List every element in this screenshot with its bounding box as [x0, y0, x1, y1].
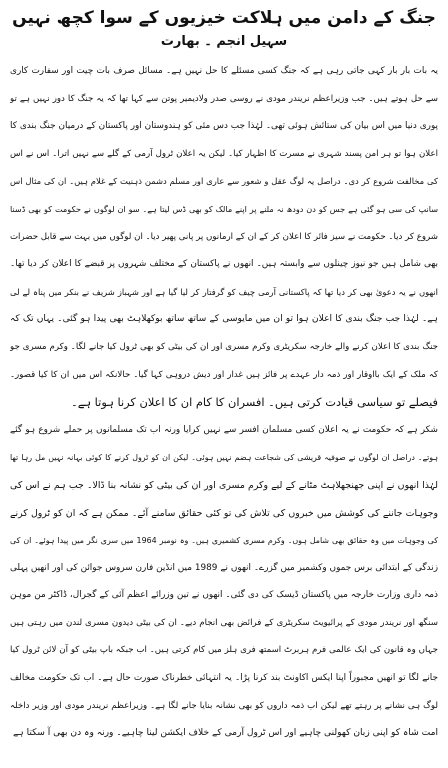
text-line: شروع کر دیا۔ حکومت نے سیز فائر کا اعلان کر کے ان کے ارمانوں پر پانی پھیر دیا۔ ان لوگوں میں بہت سے قابل حضرات	[10, 231, 438, 242]
text-line: جہاں وہ قانون کی ایک عالمی فرم ہربرٹ اسمتھ فری ہلز میں کام کرتی ہیں۔ اب جبکہ باپ بیٹی کو آن لائن ٹرول کیا	[10, 645, 438, 656]
text-line: پوری دنیا میں اس بیان کی ستائش ہوئی تھی۔ لہٰذا جب دس مئی کو ہندوستان اور پاکستان کے درمیان جنگ بندی کا	[10, 121, 438, 132]
paragraph-2	[10, 417, 438, 748]
text-line: شکر ہے کہ حکومت نے یہ اعلان کسی مسلمان افسر سے نہیں کرایا ورنہ اب تک مسلمانوں پر حملے شروع ہو گئے	[10, 424, 438, 435]
text-line: کہ ملک کے ایک بااوقار اور ذمہ دار عہدے پر فائز ہیں غدار اور دیش دروہی کہا گیا۔ حالانکہ اس میں ان کا کیا قصور۔	[10, 369, 438, 380]
text-line: فیصلے تو سیاسی قیادت کرتی ہیں۔ افسران کا کام ان کا اعلان کرنا ہوتا ہے۔	[71, 395, 438, 410]
text-line: اعلان ہوا تو ہر امن پسند شہری نے مسرت کا اظہار کیا۔ لیکن یہ اعلان ٹرول آرمی کے گلے سے نہیں اترا۔ اس نے اس	[10, 148, 438, 159]
text-line: کی وجوہات میں وہ حقائق بھی شامل ہوں۔ وکرم مسری کشمیری ہیں۔ وہ نومبر 1964 میں سری نگر میں پیدا ہوئے۔ ان کی	[10, 536, 438, 546]
text-line: وجوہات جاننے کی کوشش میں خبروں کی تلاش کی تو کئی حقائق سامنے آئے۔ ممکن ہے کہ ان کو ٹرول کرنے	[10, 507, 438, 519]
text-line: لوگ ہی نشانے پر رہتے تھے لیکن اب ذمہ داروں کو بھی نشانہ بنایا جانے لگا ہے۔ وزیراعظم نریندر مودی اور وزیر داخلہ	[10, 700, 438, 711]
paragraph-1	[10, 58, 438, 417]
text-line: امت شاہ کو اپنی زبان کھولنی چاہیے اور اس ٹرول آرمی کے خلاف ایکشن لینا چاہیے۔ ورنہ وہ دن بھی آ سکتا ہے	[13, 728, 438, 739]
text-line: لہٰذا انھوں نے اپنی جھنجھلاہٹ مٹانے کے لیے وکرم مسری اور ان کی بیٹی کو نشانہ بنا ڈالا۔ جب ہم نے اس کی	[10, 479, 438, 491]
text-line: بھی شامل ہیں جو نیوز چینلوں سے وابستہ ہیں۔ انھوں نے پاکستان کے مختلف شہروں پر قبضے کا اعلان کر دیا تھا۔	[10, 259, 438, 270]
text-line: جانے لگا تو انھیں مجبوراً اپنا ایکس اکاونٹ بند کرنا پڑا۔ یہ انتہائی خطرناک صورت حال ہے۔ اب تک حکومت مخالف	[10, 673, 438, 684]
text-line: انھوں نے یہ دعویٰ بھی کر دیا تھا کہ پاکستانی آرمی چیف کو گرفتار کر لیا گیا ہے اور شہباز شریف نے بنکر میں پناہ لے لی	[10, 286, 438, 297]
text-line: سے حل ہوتے ہیں۔ جب وزیراعظم نریندر مودی نے روسی صدر ولادیمیر پوتن سے کہا تھا کہ یہ جنگ کا دور نہیں ہے تو	[10, 93, 438, 104]
text-line: کی مخالفت شروع کر دی۔ دراصل یہ لوگ عقل و شعور سے عاری اور مسلم دشمن ذہنیت کے غلام ہیں۔ ان کی مثال اس	[10, 176, 438, 187]
text-line: ہے۔ لہٰذا جب جنگ بندی کا اعلان ہوا تو ان میں مایوسی کے ساتھ ساتھ بوکھلاہٹ بھی پیدا ہو گئی۔ یہاں تک کہ	[10, 314, 438, 325]
text-line: جنگ بندی کا اعلان کرنے والے خارجہ سکریٹری وکرم مسری اور ان کی بیٹی کو بھی ٹرول کیا جانے لگا۔ وکرم مسری جو	[10, 341, 438, 352]
text-line: سنگھ اور نریندر مودی کے پرائیویٹ سکریٹری کے فرائض بھی انجام دیے۔ ان کی بیٹی دیدون مسری لندن میں رہتی ہیں	[10, 617, 438, 628]
article-title: جنگ کے دامن میں ہلاکت خیزیوں کے سوا کچھ نہیں	[12, 8, 436, 28]
text-line: ہوتے۔ دراصل ان لوگوں نے صوفیہ قریشی کی شجاعت ہضم نہیں ہوئی۔ لیکن ان کو ٹرول کرنے کا کوئی بہانہ نہیں مل رہا تھا	[10, 453, 438, 463]
article-body	[10, 58, 438, 748]
text-line: ذمہ داری وزارت خارجہ میں پاکستان ڈیسک کی دی گئی۔ انھوں نے تین وزرائے اعظم آئی کے گجرال، ڈاکٹر من موہن	[10, 590, 438, 601]
text-line: یہ بات بار بار کہی جاتی رہی ہے کہ جنگ کسی مسئلے کا حل نہیں ہے۔ مسائل صرف بات چیت اور سفارت کاری	[10, 66, 438, 76]
text-line: زندگی کے ابتدائی برس جموں وکشمیر میں گزرے۔ انھوں نے 1989 میں انڈین فارن سروس جوائن کی اور انھیں پہلی	[10, 562, 438, 573]
article-author: سہیل انجم ۔ بھارت	[160, 34, 288, 49]
text-line: سانپ کی سی ہو گئی ہے جس کو دن دودھ نہ ملنے پر اپنے مالک کو بھی ڈس لیتا ہے۔ سو ان لوگوں نے حکومت کو بھی ڈسنا	[10, 203, 438, 214]
